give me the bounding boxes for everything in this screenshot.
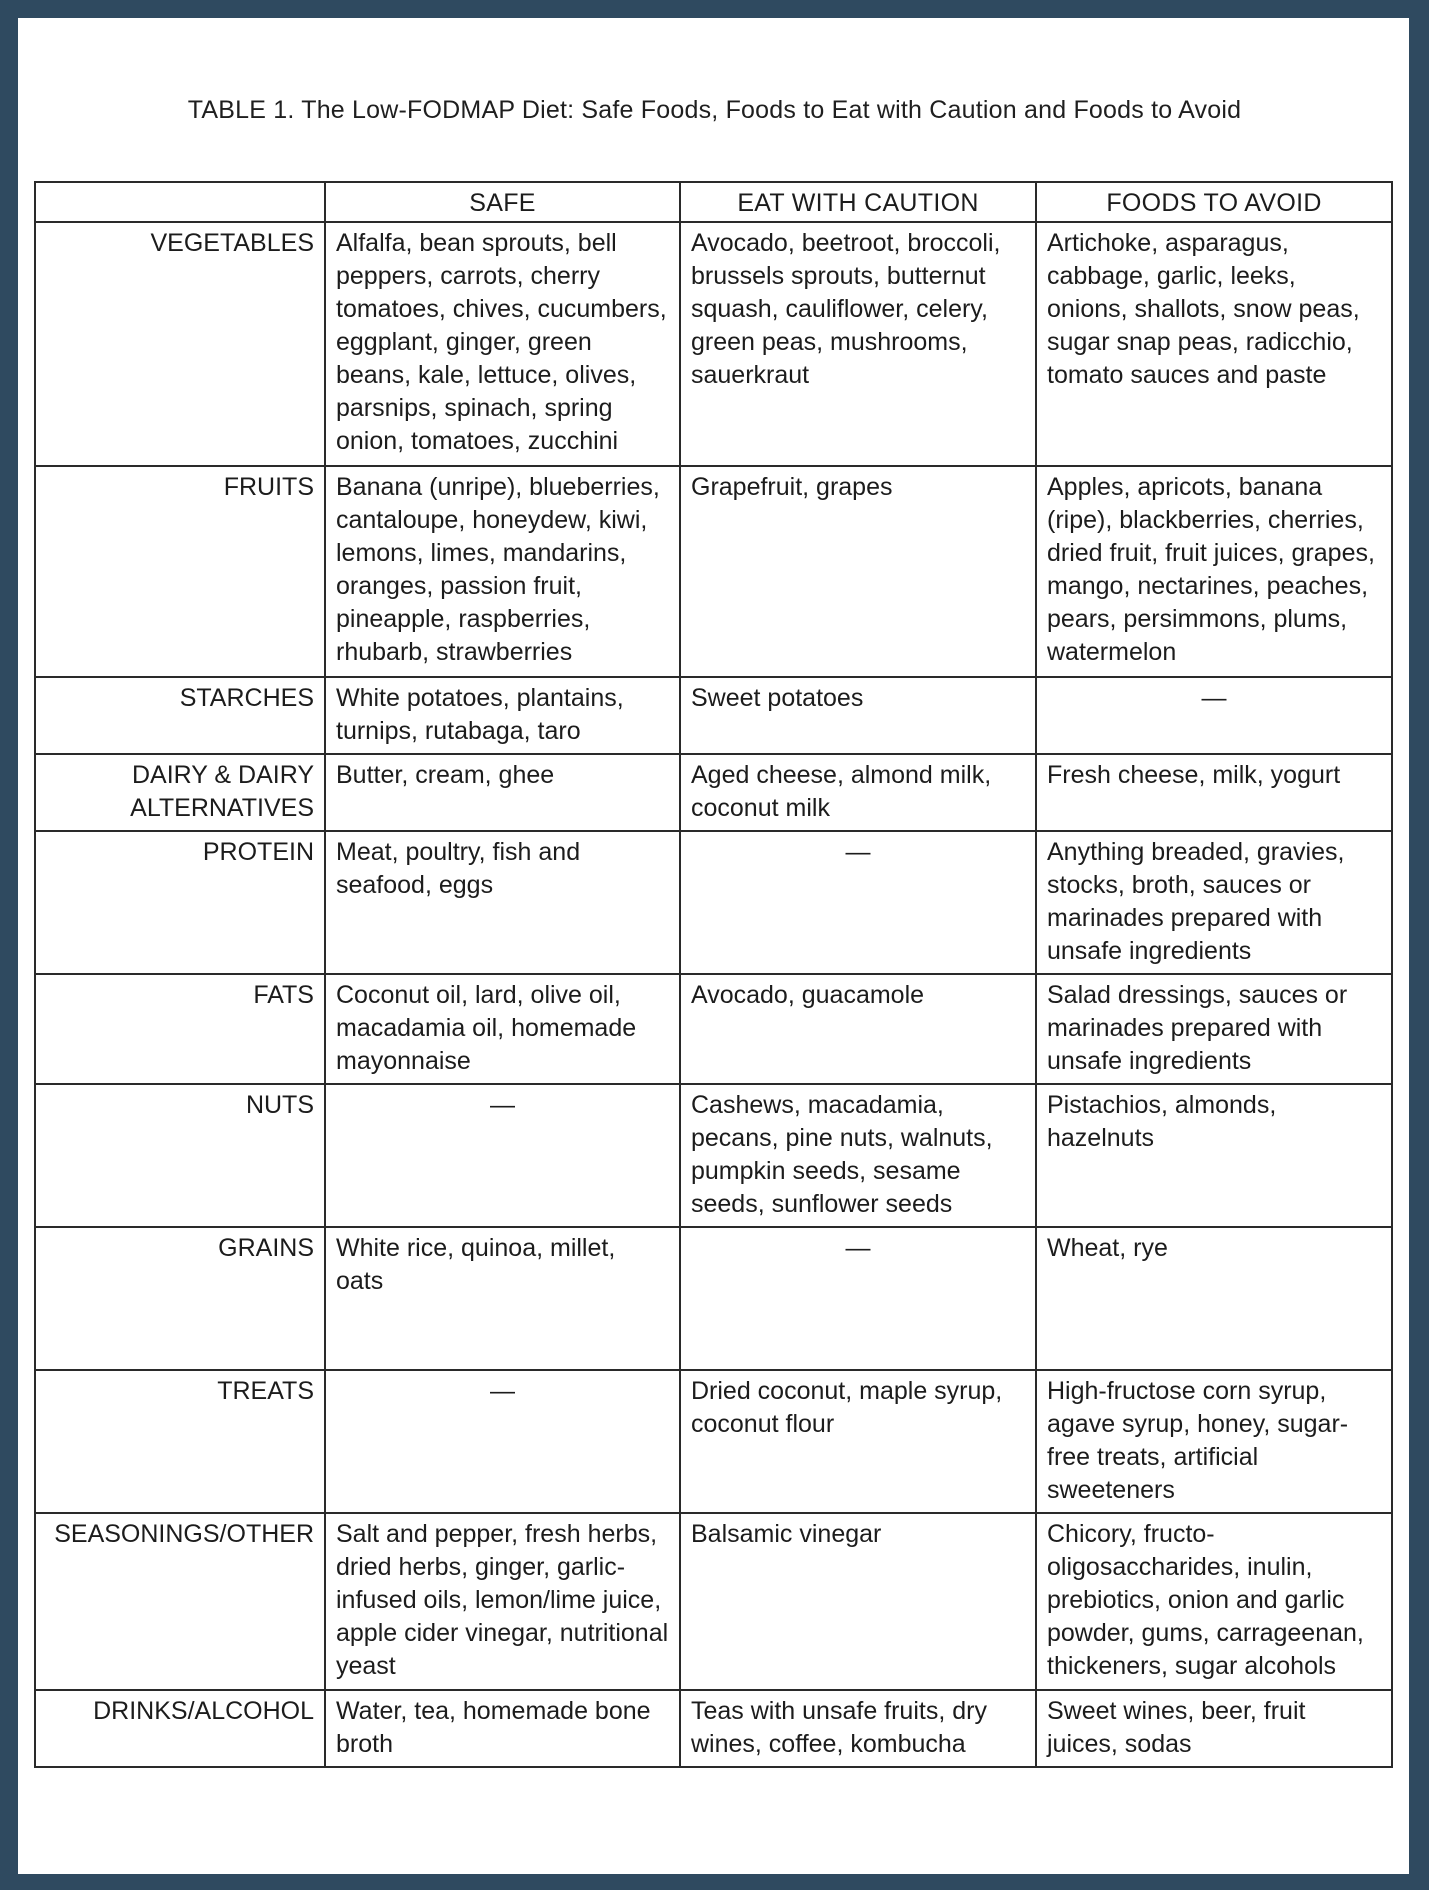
caution-cell: Grapefruit, grapes [680,466,1036,677]
safe-cell: — [325,1370,680,1513]
table-row [35,466,1392,677]
caution-cell: Dried coconut, maple syrup, coconut flour [680,1370,1036,1513]
caution-cell: Sweet potatoes [680,677,1036,754]
avoid-cell: Salad dressings, sauces or marinades prepared with unsafe ingredients [1036,974,1392,1084]
safe-cell: Banana (unripe), blueberries, cantaloupe, honeydew, kiwi, lemons, limes, mandarins, oranges, passion fruit, pineapple, raspberries, rhubarb, strawberries [325,466,680,677]
caution-cell: Cashews, macadamia, pecans, pine nuts, walnuts, pumpkin seeds, sesame seeds, sunflower seeds [680,1084,1036,1227]
table-row [35,1370,1392,1513]
avoid-cell: High-fructose corn syrup, agave syrup, honey, sugar-free treats, artificial sweeteners [1036,1370,1392,1513]
safe-cell: Salt and pepper, fresh herbs, dried herbs, ginger, garlic-infused oils, lemon/lime juice, apple cider vinegar, nutritional yeast [325,1513,680,1690]
table-header-row [35,182,1392,222]
row-category: STARCHES [35,677,325,754]
safe-cell: — [325,1084,680,1227]
caution-cell: Avocado, beetroot, broccoli, brussels sprouts, butternut squash, cauliflower, celery, green peas, mushrooms, sauerkraut [680,222,1036,466]
table-row [35,1084,1392,1227]
page-title: TABLE 1. The Low-FODMAP Diet: Safe Foods, Foods to Eat with Caution and Foods to Avoid [187,96,1242,124]
fodmap-table [34,181,1393,1768]
avoid-cell: Wheat, rye [1036,1227,1392,1370]
caution-cell: Balsamic vinegar [680,1513,1036,1690]
safe-cell: Butter, cream, ghee [325,754,680,831]
avoid-cell: Fresh cheese, milk, yogurt [1036,754,1392,831]
row-category: FATS [35,974,325,1084]
caution-cell: — [680,1227,1036,1370]
safe-cell: White potatoes, plantains, turnips, rutabaga, taro [325,677,680,754]
row-category: PROTEIN [35,831,325,974]
table-row [35,1690,1392,1767]
header-caution: EAT WITH CAUTION [680,182,1036,222]
caution-cell: Avocado, guacamole [680,974,1036,1084]
table-row [35,754,1392,831]
avoid-cell: Pistachios, almonds, hazelnuts [1036,1084,1392,1227]
avoid-cell: Apples, apricots, banana (ripe), blackberries, cherries, dried fruit, fruit juices, grapes, mango, nectarines, peaches, pears, persimmons, plums, watermelon [1036,466,1392,677]
table-row [35,1513,1392,1690]
row-category: TREATS [35,1370,325,1513]
safe-cell: Water, tea, homemade bone broth [325,1690,680,1767]
header-category [35,182,325,222]
safe-cell: Meat, poultry, fish and seafood, eggs [325,831,680,974]
caution-cell: Aged cheese, almond milk, coconut milk [680,754,1036,831]
caution-cell: — [680,831,1036,974]
table-row [35,831,1392,974]
table-row [35,974,1392,1084]
safe-cell: Alfalfa, bean sprouts, bell peppers, carrots, cherry tomatoes, chives, cucumbers, eggplant, ginger, green beans, kale, lettuce, olives, parsnips, spinach, spring onion, tomatoes, zucchini [325,222,680,466]
avoid-cell: Sweet wines, beer, fruit juices, sodas [1036,1690,1392,1767]
caution-cell: Teas with unsafe fruits, dry wines, coffee, kombucha [680,1690,1036,1767]
avoid-cell: — [1036,677,1392,754]
header-avoid: FOODS TO AVOID [1036,182,1392,222]
row-category: DRINKS/ALCOHOL [35,1690,325,1767]
table-row [35,1227,1392,1370]
header-safe: SAFE [325,182,680,222]
avoid-cell: Anything breaded, gravies, stocks, broth, sauces or marinades prepared with unsafe ingredients [1036,831,1392,974]
row-category: VEGETABLES [35,222,325,466]
safe-cell: White rice, quinoa, millet, oats [325,1227,680,1370]
row-category: GRAINS [35,1227,325,1370]
row-category: DAIRY & DAIRY ALTERNATIVES [35,754,325,831]
row-category: FRUITS [35,466,325,677]
safe-cell: Coconut oil, lard, olive oil, macadamia oil, homemade mayonnaise [325,974,680,1084]
table-row [35,222,1392,466]
table-row [35,677,1392,754]
avoid-cell: Artichoke, asparagus, cabbage, garlic, leeks, onions, shallots, snow peas, sugar snap peas, radicchio, tomato sauces and paste [1036,222,1392,466]
row-category: NUTS [35,1084,325,1227]
row-category: SEASONINGS/OTHER [35,1513,325,1690]
avoid-cell: Chicory, fructo-oligosaccharides, inulin, prebiotics, onion and garlic powder, gums, carrageenan, thickeners, sugar alcohols [1036,1513,1392,1690]
